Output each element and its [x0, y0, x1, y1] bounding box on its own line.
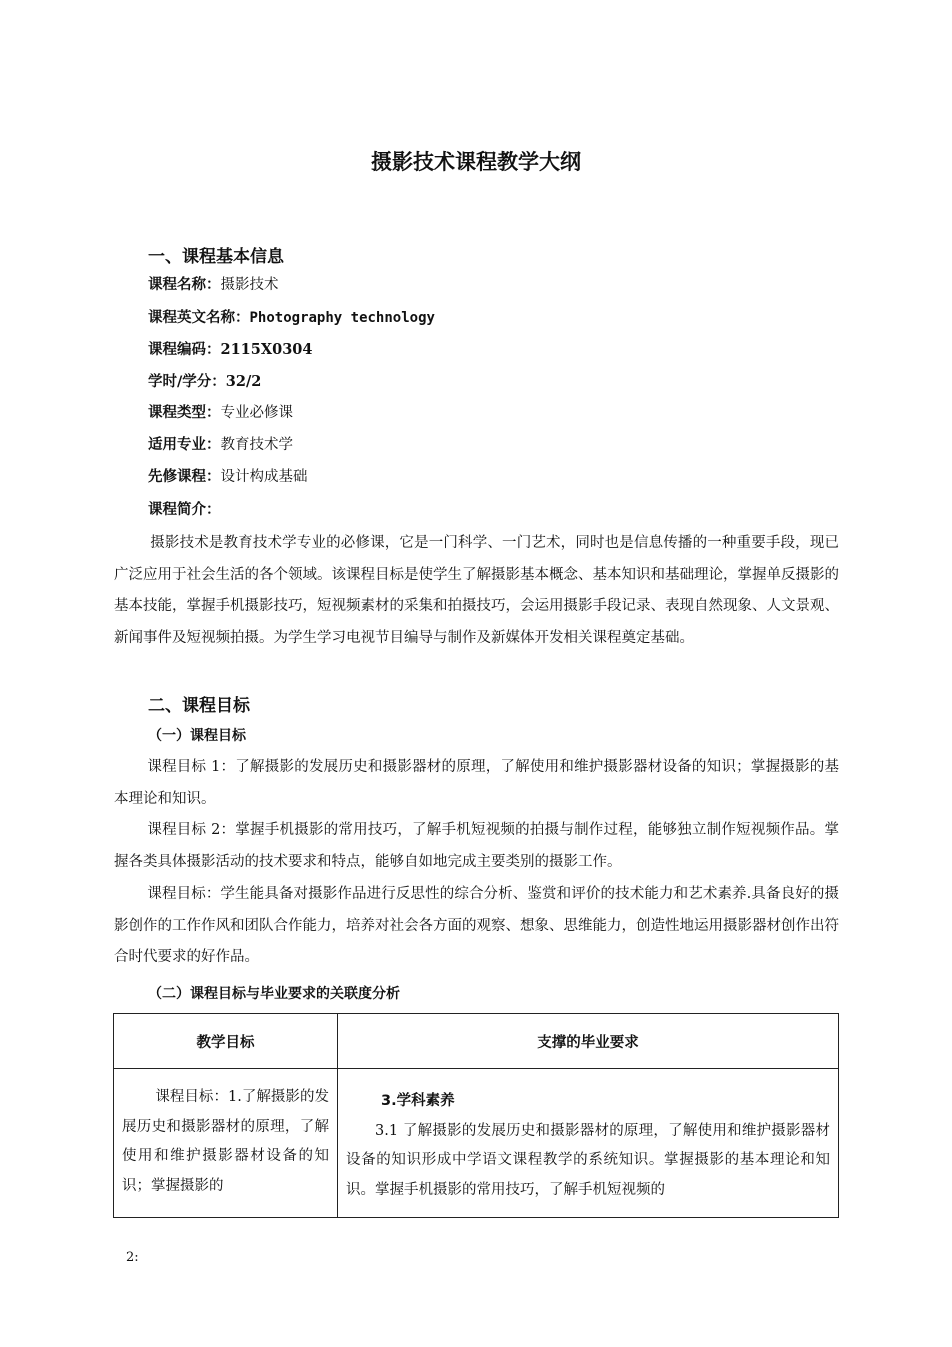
relation-subheading: （二）课程目标与毕业要求的关联度分析: [148, 986, 400, 1002]
field-label: 课程简介：: [148, 502, 221, 518]
field-label: 课程英文名称：: [148, 310, 250, 326]
field-value: 2115X0304: [220, 341, 313, 358]
section2-heading: 二、课程目标: [148, 696, 250, 716]
field-course-code: [148, 340, 312, 360]
field-major: [148, 435, 293, 455]
requirement-text: 3.1 了解摄影的发展历史和摄影器材的原理，了解使用和维护摄影器材设备的知识形成中学语文课程教学的系统知识。掌握摄影的基本理论和知识。掌握手机摄影的常用技巧，了解手机短视频的: [346, 1122, 830, 1198]
table-header-row: [114, 1014, 839, 1069]
field-course-name: [148, 275, 279, 295]
field-course-type: [148, 403, 293, 423]
document-title: 摄影技术课程教学大纲: [371, 150, 581, 174]
goal-paragraph-2: 课程目标 2：掌握手机摄影的常用技巧，了解手机短视频的拍摄与制作过程，能够独立制作短视频作品。掌握各类具体摄影活动的技术要求和特点，能够自如地完成主要类别的摄影工作。: [114, 822, 839, 870]
table-cell: [114, 1069, 338, 1218]
page-number: 2:: [126, 1250, 139, 1265]
goal-paragraph-1: 课程目标 1：了解摄影的发展历史和摄影器材的原理，了解使用和维护摄影器材设备的知识；掌握摄影的基本理论和知识。: [114, 759, 839, 807]
field-intro: [148, 500, 221, 520]
field-value: 教育技术学: [220, 437, 293, 453]
goals-requirements-table: [113, 1013, 839, 1218]
field-label: 课程类型：: [148, 405, 221, 421]
course-intro-paragraph: 摄影技术是教育技术学专业的必修课，它是一门科学、一门艺术，同时也是信息传播的一种重要手段，现已广泛应用于社会生活的各个领域。该课程目标是使学生了解摄影基本概念、基本知识和基础理论，掌握单反摄影的基本技能，掌握手机摄影技巧，短视频素材的采集和拍摄技巧，会运用摄影手段记录、表现自然现象、人文景观、新闻事件及短视频拍摄。为学生学习电视节目编导与制作及新媒体开发相关课程奠定基础。: [114, 535, 839, 646]
field-label: 课程编码：: [148, 342, 221, 358]
field-label: 先修课程：: [148, 469, 221, 485]
field-hours-credits: [148, 372, 261, 392]
field-value: 摄影技术: [220, 277, 279, 293]
table-row: [114, 1069, 839, 1218]
requirement-title: 3.学科素养: [381, 1093, 455, 1109]
field-value: Photography technology: [249, 310, 435, 326]
table-header: 教学目标: [114, 1014, 338, 1069]
table-cell: [338, 1069, 839, 1218]
goals-subheading: （一）课程目标: [148, 728, 246, 744]
field-label: 课程名称：: [148, 277, 221, 293]
section1-heading: 一、课程基本信息: [148, 247, 284, 267]
field-value: 设计构成基础: [220, 469, 308, 485]
goal-paragraph-3: 课程目标：学生能具备对摄影作品进行反思性的综合分析、鉴赏和评价的技术能力和艺术素养.具备良好的摄影创作的工作作风和团队合作能力，培养对社会各方面的观察、想象、思维能力，创造性地运用摄影器材创作出符合时代要求的好作品。: [114, 886, 839, 966]
field-label: 适用专业：: [148, 437, 221, 453]
table-header: 支撑的毕业要求: [338, 1014, 839, 1069]
field-value: 32/2: [225, 373, 262, 390]
field-label: 学时/学分：: [148, 374, 226, 390]
field-english-name: [148, 308, 435, 328]
teaching-goal-text: 课程目标：1.了解摄影的发展历史和摄影器材的原理，了解使用和维护摄影器材设备的知识；掌握摄影的: [122, 1089, 329, 1194]
field-prerequisite: [148, 467, 308, 487]
field-value: 专业必修课: [220, 405, 293, 421]
